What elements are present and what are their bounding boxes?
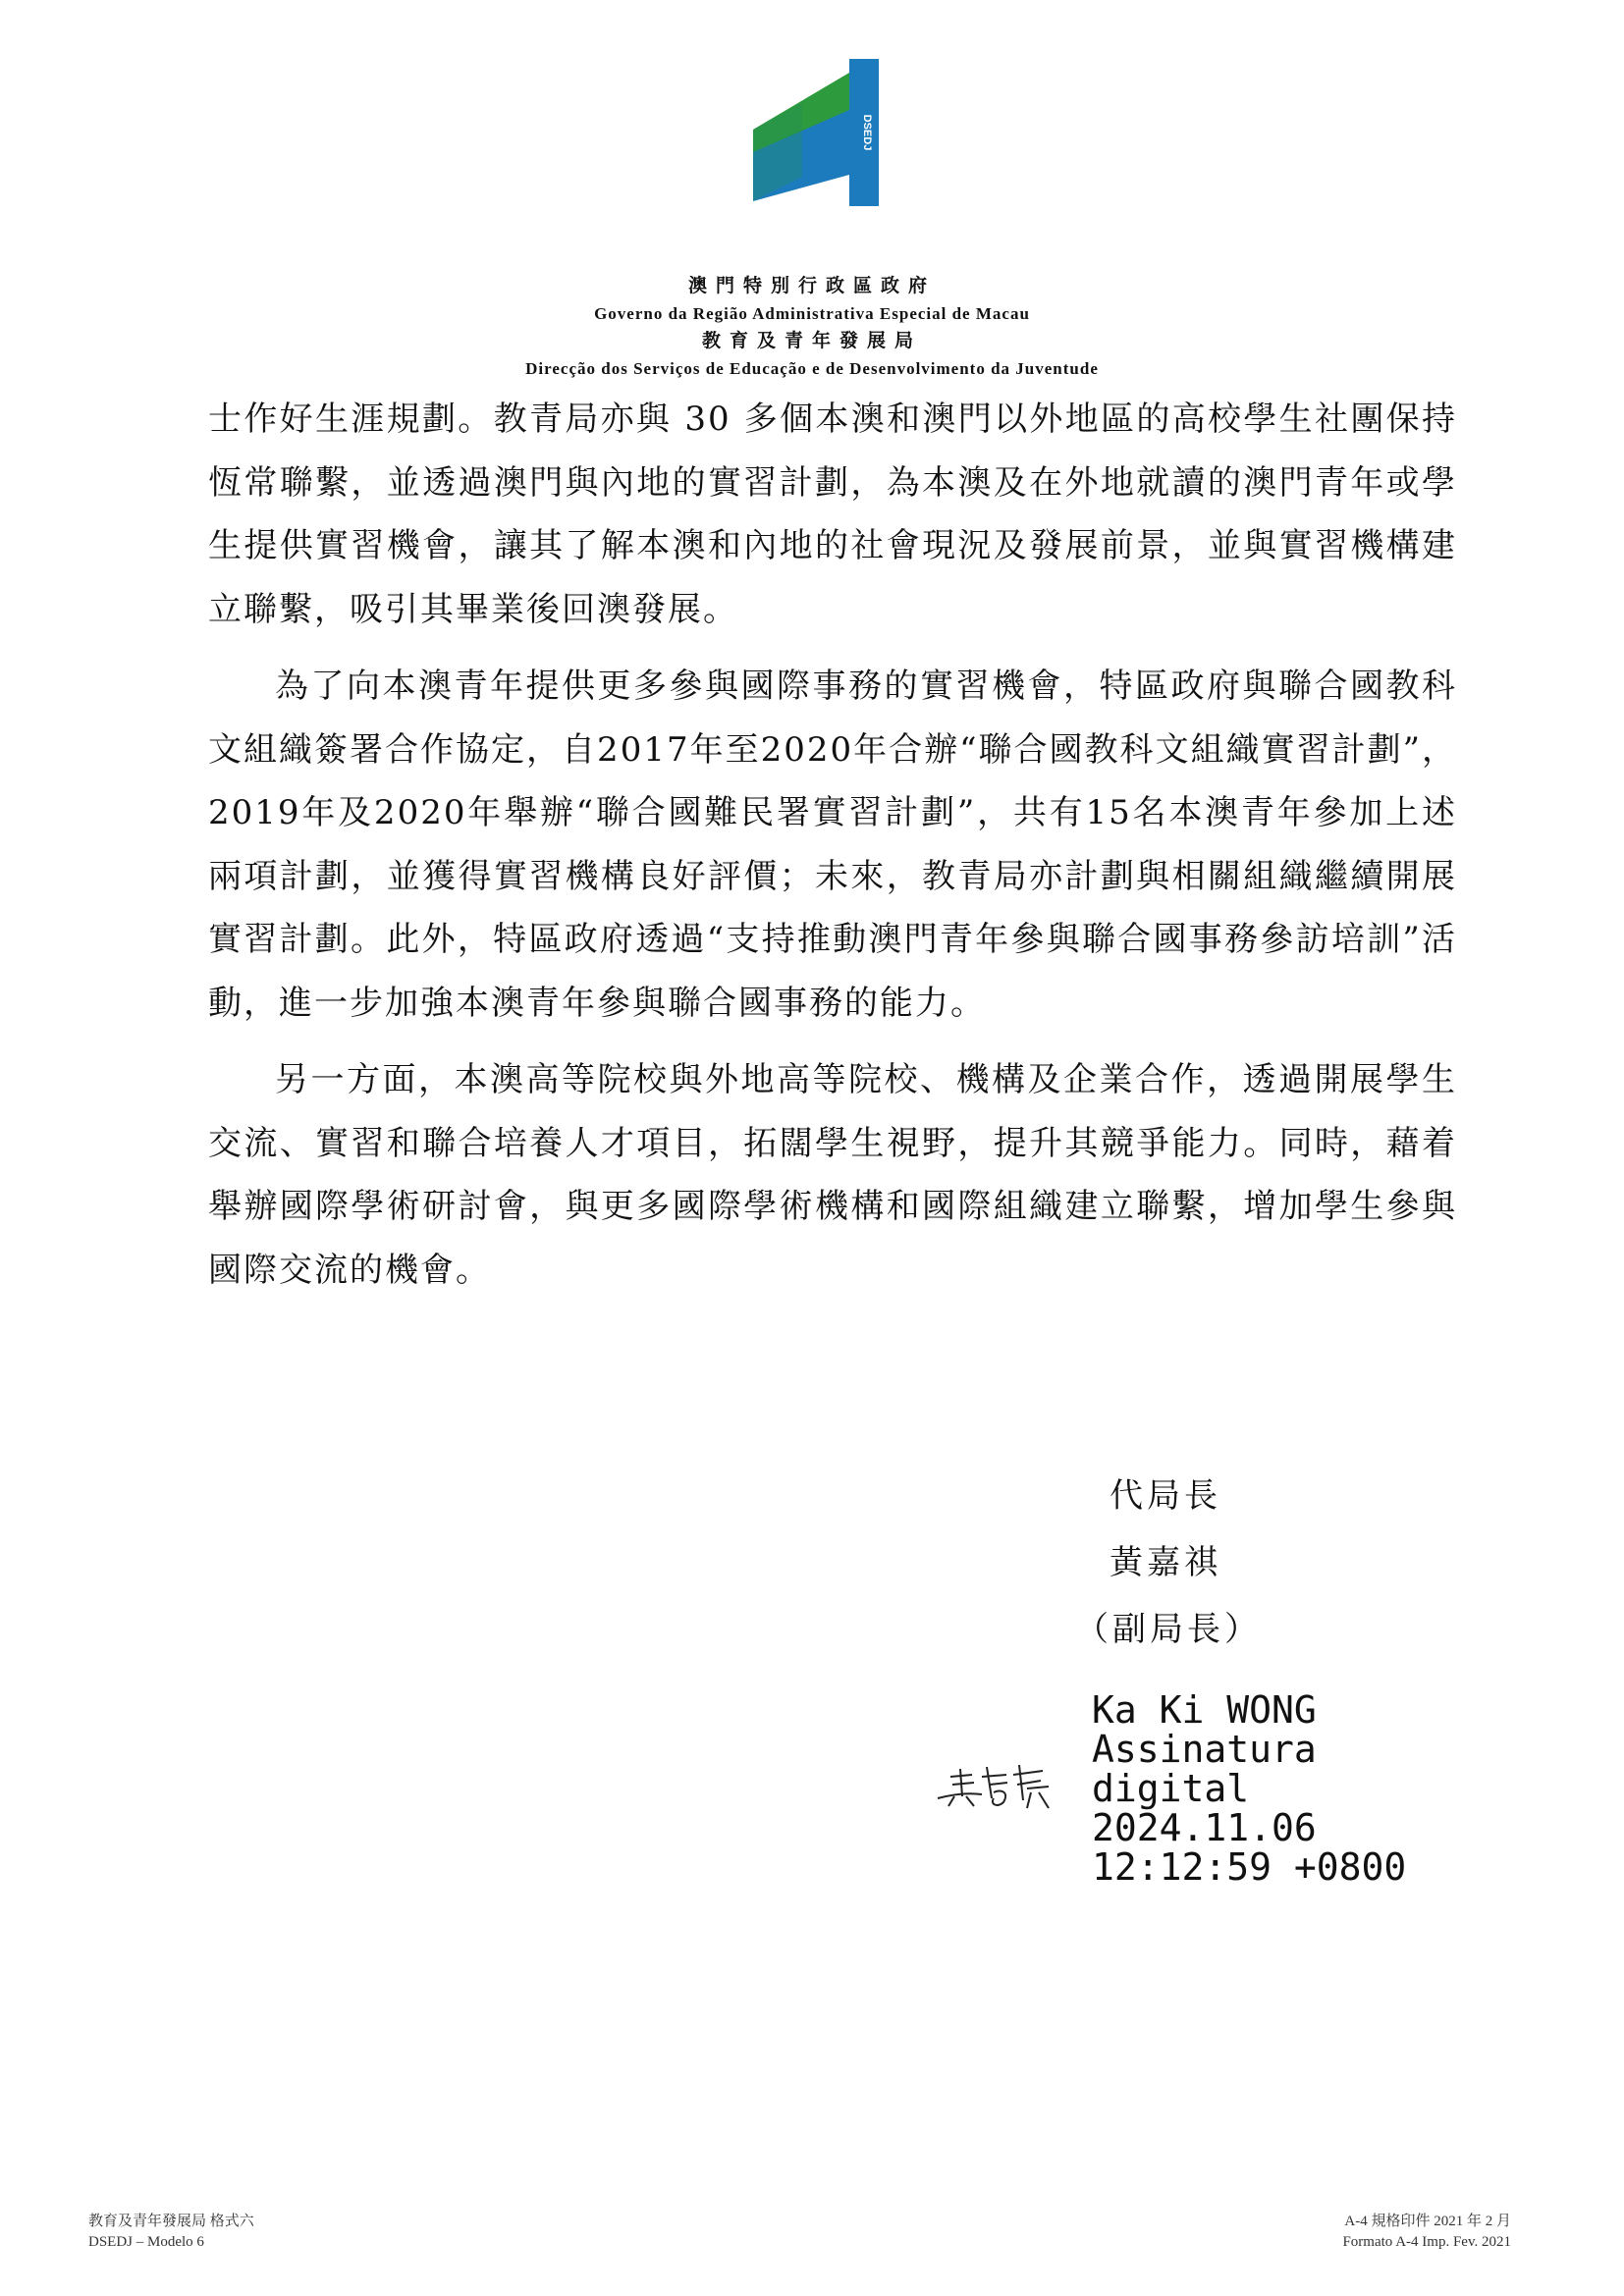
- gov-name-pt: Governo da Região Administrativa Especial de Macau: [594, 304, 1030, 323]
- signature-block: [1075, 1463, 1262, 1663]
- dsedj-logo: [733, 59, 891, 206]
- digital-line-5: 12:12:59 +0800: [1092, 1845, 1407, 1889]
- footer-format-zh: A-4 規格印件 2021 年 2 月: [1344, 2214, 1511, 2229]
- gov-name-zh: 澳門特別行政區政府: [687, 276, 936, 296]
- footer-form-pt: DSEDJ – Modelo 6: [88, 2234, 204, 2250]
- letter-body: [208, 388, 1457, 1315]
- signer-role: （副局長）: [1075, 1610, 1262, 1649]
- logo-text: DSEDJ: [861, 114, 873, 151]
- footer-left: [88, 2212, 254, 2253]
- digital-signature-stamp: [1092, 1690, 1406, 1887]
- dept-name-zh: 教育及青年發展局: [701, 331, 922, 351]
- footer-format-pt: Formato A-4 Imp. Fev. 2021: [1342, 2234, 1511, 2250]
- paragraph-3: 另一方面，本澳高等院校與外地高等院校、機構及企業合作，透過開展學生交流、實習和聯合培養人才項目，拓闊學生視野，提升其競爭能力。同時，藉着舉辦國際學術研討會，與更多國際學術機構和國際組織建立聯繫，增加學生參與國際交流的機會。: [208, 1060, 1457, 1290]
- footer-right: [1342, 2212, 1511, 2253]
- signer-name: 黃嘉祺: [1110, 1543, 1221, 1582]
- letterhead: [0, 59, 1624, 383]
- signer-title: 代局長: [1110, 1476, 1221, 1516]
- footer-form-zh: 教育及青年發展局 格式六: [88, 2214, 254, 2229]
- digital-line-4: 2024.11.06: [1092, 1806, 1317, 1849]
- handwritten-signature: [933, 1749, 1056, 1818]
- digital-line-3: digital: [1092, 1767, 1250, 1810]
- paragraph-1: 士作好生涯規劃。教青局亦與 30 多個本澳和澳門以外地區的高校學生社團保持恆常聯繫，並透過澳門與內地的實習計劃，為本澳及在外地就讀的澳門青年或學生提供實習機會，讓其了解本澳和內地的社會現況及發展前景，並與實習機構建立聯繫，吸引其畢業後回澳發展。: [208, 400, 1457, 629]
- paragraph-2: 為了向本澳青年提供更多參與國際事務的實習機會，特區政府與聯合國教科文組織簽署合作協定，自2017年至2020年合辦“聯合國教科文組織實習計劃”，2019年及2020年舉辦“聯合國難民署實習計劃”，共有15名本澳青年參加上述兩項計劃，並獲得實習機構良好評價；未來，教青局亦計劃與相關組織繼續開展實習計劃。此外，特區政府透過“支持推動澳門青年參與聯合國事務參訪培訓”活動，進一步加強本澳青年參與聯合國事務的能力。: [208, 667, 1457, 1023]
- digital-line-1: Ka Ki WONG: [1092, 1688, 1317, 1732]
- digital-line-2: Assinatura: [1092, 1728, 1317, 1771]
- dept-name-pt: Direcção dos Serviços de Educação e de Desenvolvimento da Juventude: [525, 359, 1099, 378]
